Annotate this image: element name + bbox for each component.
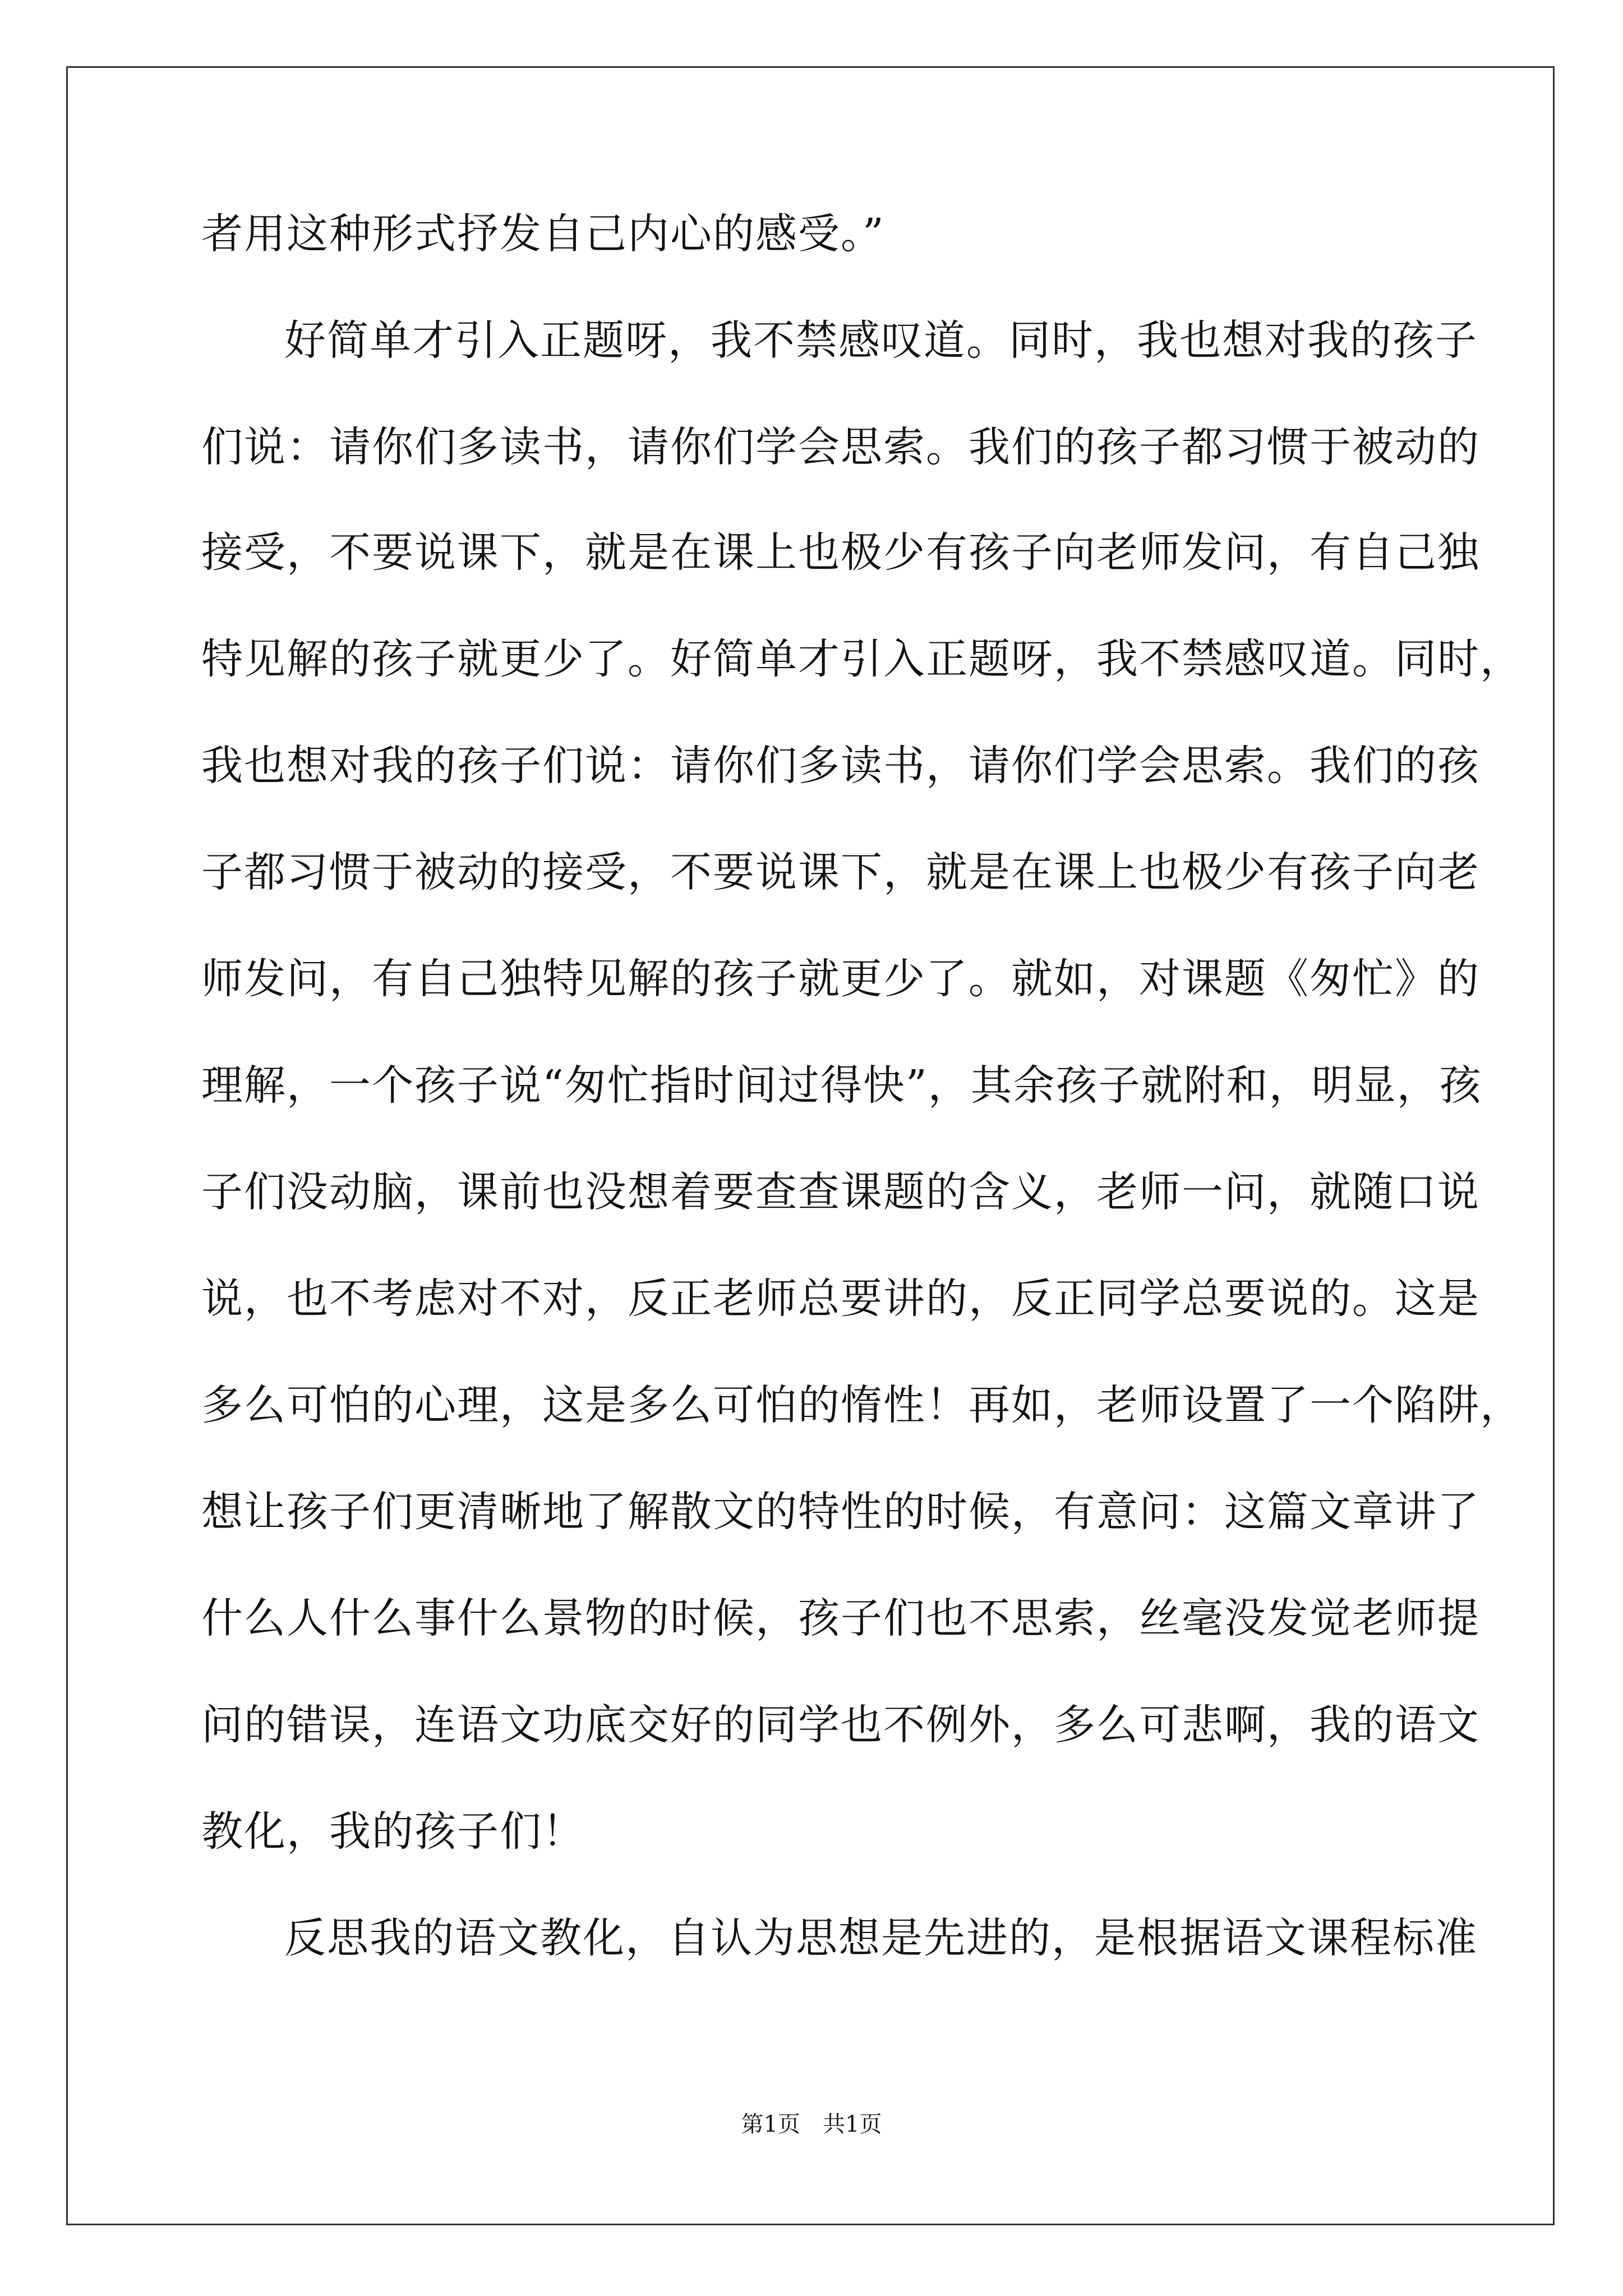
text-line: 我也想对我的孩子们说：请你们多读书，请你们学会思索。我们的孩 bbox=[201, 742, 1480, 790]
text-line: 子都习惯于被动的接受，不要说课下，就是在课上也极少有孩子向老 bbox=[201, 848, 1480, 896]
text-line: 师发问，有自己独特见解的孩子就更少了。就如，对课题《匆忙》的 bbox=[201, 955, 1480, 1003]
paragraph-start-line: 反思我的语文教化，自认为思想是先进的，是根据语文课程标准 bbox=[284, 1914, 1478, 1962]
text-line: 特见解的孩子就更少了。好简单才引入正题呀，我不禁感叹道。同时， bbox=[201, 635, 1523, 683]
text-line: 想让孩子们更清晰地了解散文的特性的时候，有意问：这篇文章讲了 bbox=[201, 1488, 1480, 1536]
text-line: 什么人什么事什么景物的时候，孩子们也不思索，丝毫没发觉老师提 bbox=[201, 1594, 1480, 1642]
text-line: 者用这种形式抒发自己内心的感受。” bbox=[201, 210, 885, 258]
text-line: 子们没动脑，课前也没想着要查查课题的含义，老师一问，就随口说 bbox=[201, 1168, 1480, 1216]
page-border bbox=[66, 66, 1555, 2225]
text-line: 说，也不考虑对不对，反正老师总要讲的，反正同学总要说的。这是 bbox=[201, 1274, 1480, 1323]
text-line: 接受，不要说课下，就是在课上也极少有孩子向老师发问，有自己独 bbox=[201, 528, 1480, 577]
paragraph-start-line: 好简单才引入正题呀，我不禁感叹道。同时，我也想对我的孩子 bbox=[284, 316, 1478, 365]
page-number-footer: 第1页 共1页 bbox=[741, 2111, 882, 2137]
text-line: 问的错误，连语文功底交好的同学也不例外，多么可悲啊，我的语文 bbox=[201, 1701, 1480, 1749]
text-line: 们说：请你们多读书，请你们学会思索。我们的孩子都习惯于被动的 bbox=[201, 423, 1480, 471]
text-line: 教化，我的孩子们！ bbox=[201, 1807, 585, 1856]
text-line: 理解，一个孩子说“匆忙指时间过得快”，其余孩子就附和，明显，孩 bbox=[201, 1061, 1482, 1110]
text-line: 多么可怕的心理，这是多么可怕的惰性！再如，老师设置了一个陷阱， bbox=[201, 1381, 1523, 1429]
